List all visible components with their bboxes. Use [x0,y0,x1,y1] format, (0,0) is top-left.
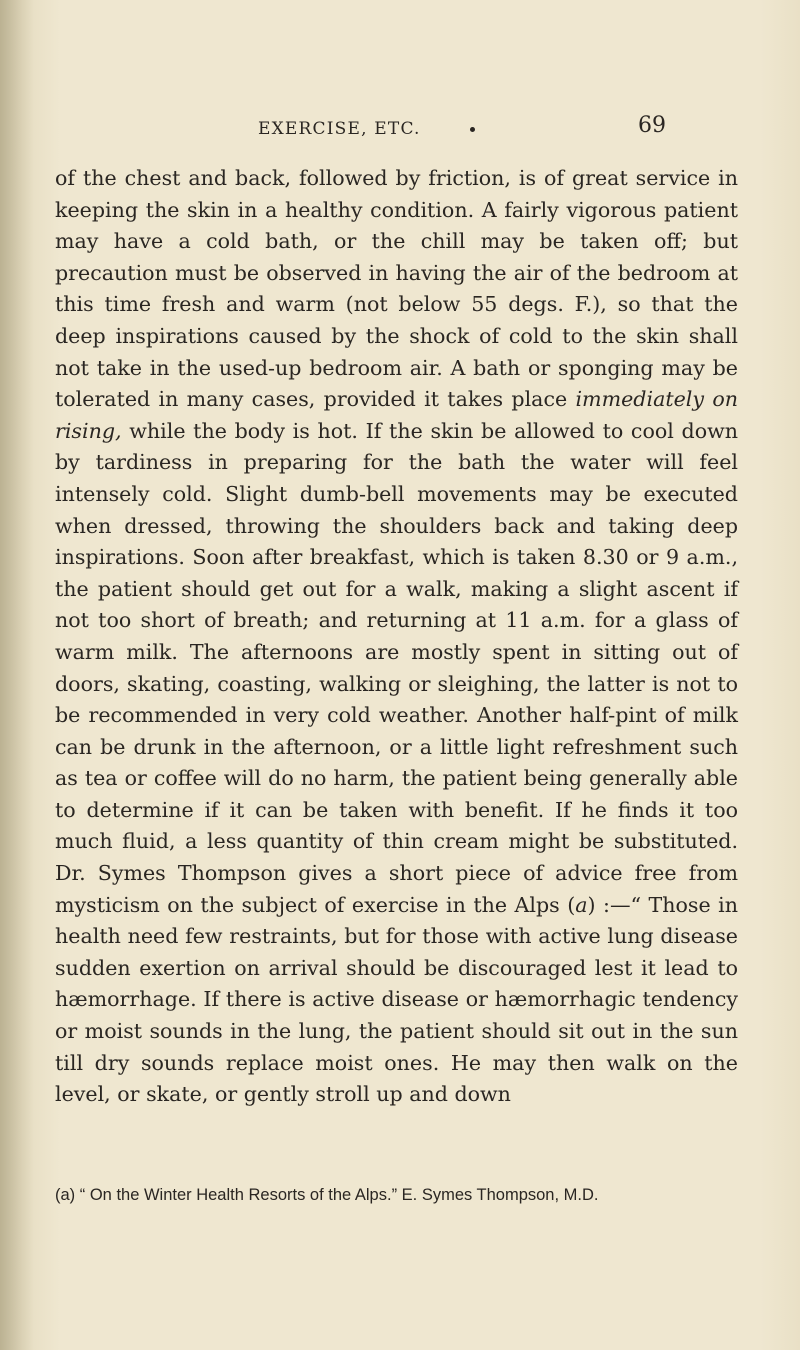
body-paragraph [55,163,738,1111]
page-header [258,113,678,147]
footnote-text: “ On the Winter Health Resorts of the Alps.” E. Symes Thompson, M.D. [79,1186,599,1204]
page-gutter-shadow [0,0,34,1350]
footnote-marker: (a) [55,1186,76,1204]
body-text-segment: ) :—“ Those in health need few restraints, but for those with active lung disease sudden exertion on arrival should be discouraged lest it lead to hæmorrhage. If there is active disease or hæmorrhagic tendency or moist sounds in the lung, the patient should sit out in the sun till dry sounds replace moist ones. He may then walk on the level, or skate, or gently stroll up and down [55,892,738,1107]
footnote [55,1183,738,1208]
body-text-segment: while the body is hot. If the skin be allowed to cool down by tardiness in preparing for the bath the water will feel intensely cold. Slight dumb-bell movements may be executed when dressed, throwing the shoulders back and taking deep inspirations. Soon after breakfast, which is taken 8.30 or 9 a.m., the patient should get out for a walk, making a slight ascent if not too short of breath; and returning at 11 a.m. for a glass of warm milk. The afternoons are mostly spent in sitting out of doors, skating, coasting, walking or sleighing, the latter is not to be recommended in very cold weather. Another half-pint of milk can be drunk in the afternoon, or a little light refreshment such as tea or coffee will do no harm, the patient being generally able to determine if it can be taken with benefit. If he finds it too much fluid, a less quantity of thin cream might be substituted. Dr. Symes Thompson gives a short piece of advice free from mysticism on the subject of exercise in the Alps ( [55,418,738,917]
running-head: EXERCISE, ETC. [258,119,421,139]
page-number: 69 [638,113,666,138]
footnote-reference: a [575,892,588,917]
body-text-italic: immediately on rising, [55,387,738,443]
header-mark [470,127,475,132]
body-text-segment: of the chest and back, followed by friction, is of great service in keeping the skin in a healthy condition. A fairly vigorous patient may have a cold bath, or the chill may be taken off; but precaution must be observed in having the air of the bedroom at this time fresh and warm (not below 55 degs. F.), so that the deep inspirations caused by the shock of cold to the skin shall not take in the used-up bedroom air. A bath or sponging may be tolerated in many cases, provided it takes place [55,166,738,412]
